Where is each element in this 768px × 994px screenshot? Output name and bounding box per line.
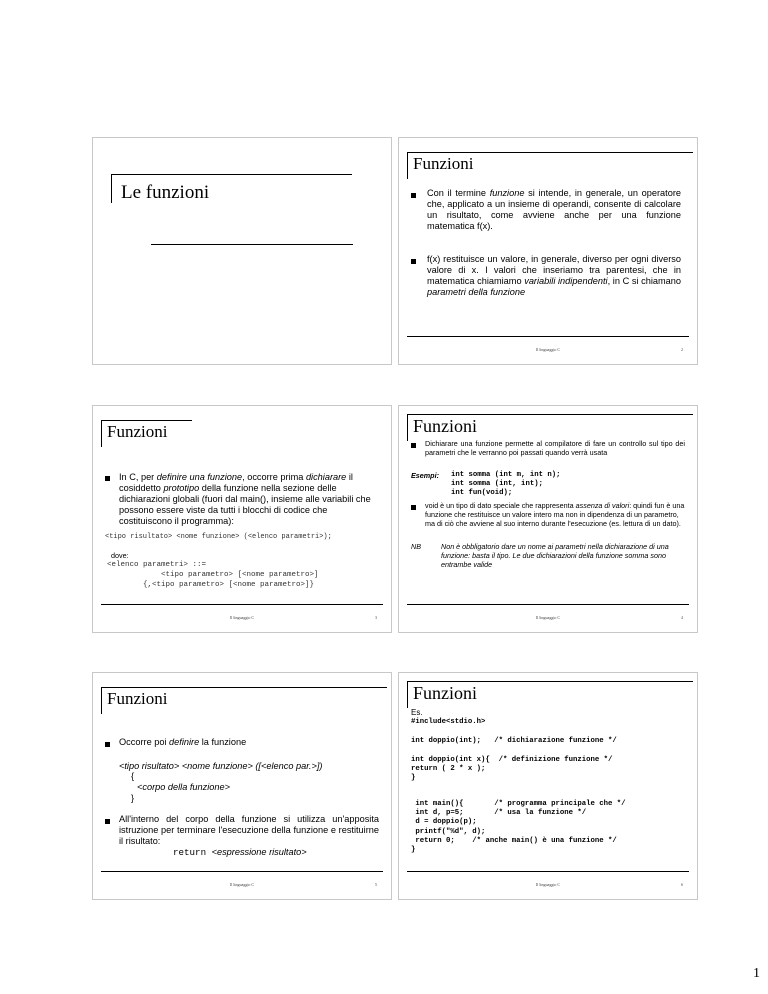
parameter-grammar: <elenco parametri> ::= <tipo parametro> [<nome parametro>] {,<tipo parametro> [<nome parametro>]}	[107, 561, 319, 589]
bullet	[411, 193, 416, 198]
bullet-text-1: In C, per definire una funzione, occorre prima dichiarare il cosiddetto prototipo della funzione nella sezione delle dichiarazioni globali (fuori dal main(), insieme alle variabili che possono essere viste da tutti i blocchi di codice che costituiscono il programma):	[119, 472, 371, 526]
slide-page-number: 6	[681, 882, 683, 887]
esempi-label: Esempi:	[411, 471, 439, 480]
slide-page-number: 2	[681, 347, 683, 352]
bullet-text-2: void è un tipo di dato speciale che rappresenta assenza di valori: quindi fun è una funzione che restituisce un valore intero ma non in dipendenza di un parametro, ma di ciò che avviene al suo interno durante l'esecuzione (es. lettura di un dato).	[425, 501, 685, 528]
slide-2	[398, 137, 698, 365]
footer-line	[407, 871, 689, 872]
definition-open-brace: {	[131, 771, 135, 781]
slide-footer: Il linguaggio C	[229, 615, 255, 620]
slide-page-number: 5	[375, 882, 377, 887]
slide-title: Funzioni	[413, 416, 478, 436]
bullet	[411, 259, 416, 264]
code-definition: int doppio(int x){ /* definizione funzione */ return ( 2 * x ); }	[411, 756, 613, 783]
bullet	[411, 443, 416, 448]
code-main: int main(){ /* programma principale che */ int d, p=5; /* usa la funzione */ d = doppio(p); printf("%d", d); return 0; /* anche main() è una funzione */ }	[411, 800, 626, 855]
bullet-text-2: All'interno del corpo della funzione si utilizza un'apposita istruzione per terminare l'esecuzione della funzione e restituirne il risultato:	[119, 814, 379, 846]
bullet	[105, 476, 110, 481]
definition-close-brace: }	[131, 793, 135, 803]
slide-title: Le funzioni	[121, 182, 210, 203]
bullet	[105, 742, 110, 747]
footer-line	[101, 604, 383, 605]
bullet-text-1: Occorre poi definire la funzione	[119, 737, 247, 747]
slide-4	[398, 405, 698, 633]
bullet	[411, 505, 416, 510]
slide-footer: Il linguaggio C	[535, 347, 561, 352]
title-underline	[151, 244, 353, 245]
definition-line: <tipo risultato> <nome funzione> ([<elenco par.>])	[119, 761, 323, 771]
example-label: Es.	[411, 708, 423, 717]
footer-line	[407, 604, 689, 605]
nb-text: Non è obbligatorio dare un nome ai parametri nella dichiarazione di una funzione: basta il tipo. Le due dichiarazioni della funzione somma sono entrambe valide	[441, 542, 669, 569]
code-include: #include<stdio.h>	[411, 718, 486, 726]
slide-title: Funzioni	[107, 689, 168, 708]
bullet-text-2: f(x) restituisce un valore, in generale, diverso per ogni diverso valore di x. I valori che inseriamo tra parentesi, che in matematica chiamiamo variabili indipendenti, in C si chiamano parametri della funzione	[427, 254, 681, 297]
slide-1	[92, 137, 392, 365]
dove-label: dove:	[111, 551, 129, 560]
nb-label: NB	[411, 542, 421, 551]
slide-3	[92, 405, 392, 633]
slide-page-number: 4	[681, 615, 683, 620]
slide-title: Funzioni	[413, 683, 478, 703]
bullet-text-1: Dichiarare una funzione permette al compilatore di fare un controllo sul tipo dei parametri che le verranno poi passati quando verrà usata	[425, 439, 685, 457]
definition-body: <corpo della funzione>	[137, 782, 230, 792]
bullet-text-1: Con il termine funzione si intende, in generale, un operatore che, applicato a un insieme di operandi, consente di calcolare un risultato, come avviene anche per una funzione matematica f(x).	[427, 188, 681, 231]
slide-title: Funzioni	[107, 422, 168, 441]
slide-5	[92, 672, 392, 900]
slide-6	[398, 672, 698, 900]
prototype-syntax: <tipo risultato> <nome funzione> (<elenco parametri>);	[105, 533, 332, 541]
slide-page-number: 3	[375, 615, 377, 620]
slide-title: Funzioni	[413, 154, 474, 173]
slide-footer: Il linguaggio C	[535, 615, 561, 620]
page-number: 1	[753, 966, 760, 981]
slide-footer: Il linguaggio C	[229, 882, 255, 887]
esempi-code: int somma (int m, int n); int somma (int, int); int fun(void);	[451, 471, 561, 498]
bullet	[105, 819, 110, 824]
footer-line	[101, 871, 383, 872]
slide-footer: Il linguaggio C	[535, 882, 561, 887]
return-line: return <espressione risultato>	[173, 847, 307, 858]
footer-line	[407, 336, 689, 337]
code-declaration: int doppio(int); /* dichiarazione funzione */	[411, 737, 617, 745]
